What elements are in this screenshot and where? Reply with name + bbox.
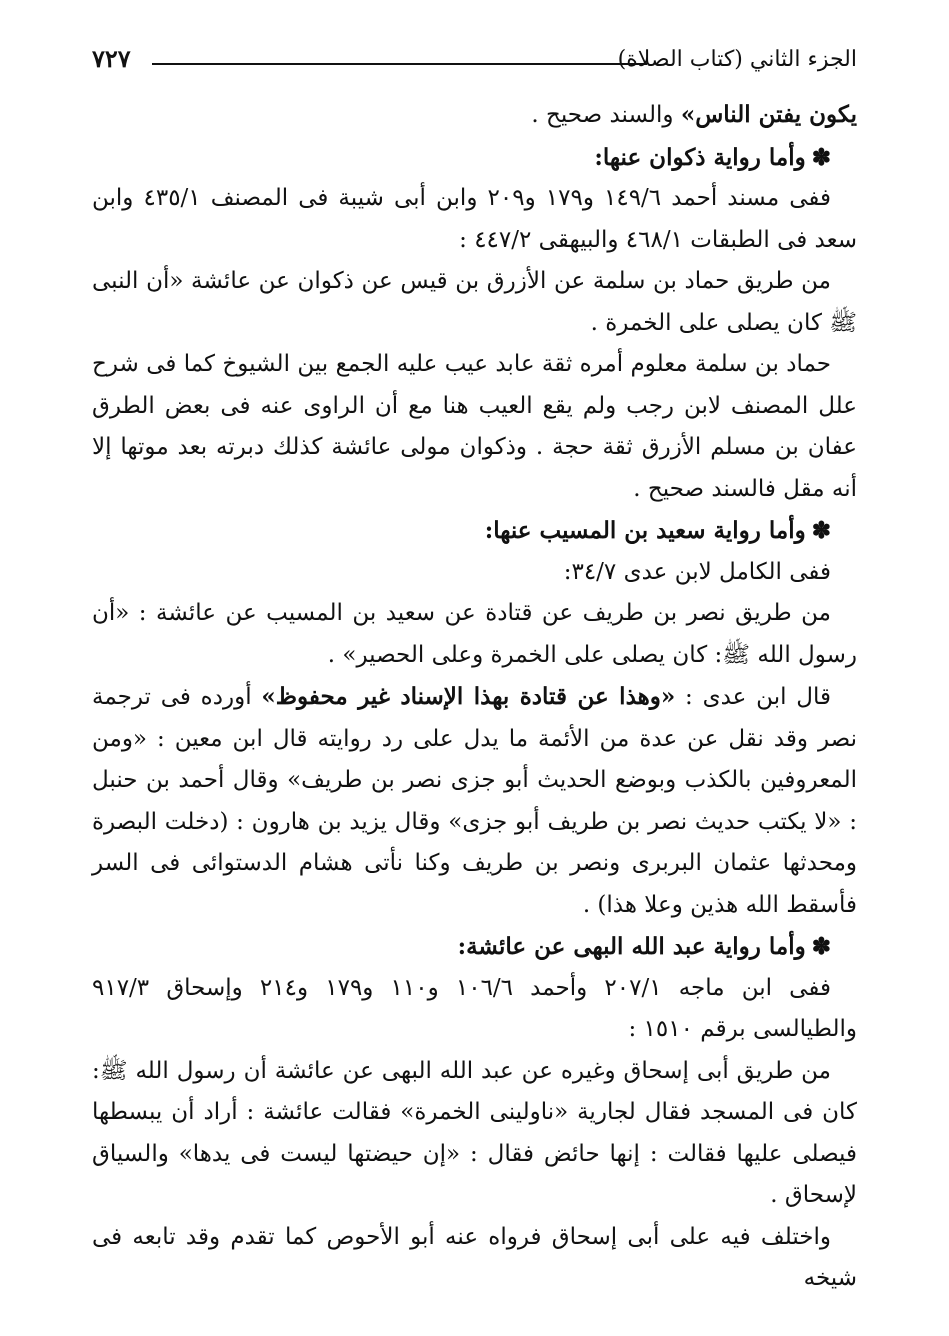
paragraph-text: والسند صحيح . — [531, 102, 681, 128]
paragraph-text: من طريق نصر بن طريف عن قتادة عن سعيد بن المسيب عن عائشة : «أن رسول الله ﷺ: كان يصلى على الخمرة وعلى الحصير» . — [92, 600, 857, 668]
heading-text: وأما رواية ذكوان عنها: — [594, 143, 806, 171]
paragraph — [92, 178, 857, 261]
paragraph-text: من طريق أبى إسحاق وغيره عن عبد الله البهى عن عائشة أن رسول الله ﷺ: كان فى المسجد فقال لجارية «ناولينى الخمرة» فقالت عائشة : أراد أن يبسطها فيصلى عليها فقالت : إنها حائض فقال : «إن حيضتها ليست فى يدها» والسياق لإسحاق . — [92, 1057, 857, 1208]
heading-text: وأما رواية سعيد بن المسيب عنها: — [484, 517, 806, 544]
paragraph — [92, 968, 857, 1051]
heading-text: وأما رواية عبد الله البهى عن عائشة: — [457, 933, 806, 960]
page-header — [92, 40, 857, 80]
bold-quote: يكون يفتن الناس» — [680, 101, 857, 128]
paragraph — [92, 94, 857, 137]
asterisk-icon: ✽ — [811, 143, 831, 171]
asterisk-icon: ✽ — [811, 933, 831, 960]
asterisk-icon: ✽ — [811, 517, 831, 544]
running-title: الجزء الثاني (كتاب الصلاة) — [617, 47, 857, 72]
paragraph-text: أورده فى ترجمة نصر وقد نقل عن عدة من الأئمة ما يدل على رد روايته قال ابن معين : «ومن المعروفين بالكذب وبوضع الحديث أبو جزى نصر بن طريف» وقال أحمد بن حنبل : «لا يكتب حديث نصر بن طريف أبو جزى» وقال يزيد بن هارون : (دخلت البصرة ومحدثها عثمان البربرى ونصر بن طريف وكنا نأتى هشام الدستوائى فى السر فأسقط الله هذين وعلا هذا) . — [92, 684, 857, 918]
section-heading — [92, 137, 857, 179]
paragraph-text: واختلف فيه على أبى إسحاق فرواه عنه أبو الأحوص كما تقدم وقد تابعه فى شيخه — [92, 1223, 857, 1291]
section-heading — [92, 926, 857, 968]
paragraph — [92, 1051, 857, 1217]
paragraph-text: من طريق حماد بن سلمة عن الأزرق بن قيس عن ذكوان عن عائشة «أن النبى ﷺ كان يصلى على الخمرة . — [92, 268, 857, 336]
paragraph — [92, 344, 857, 510]
paragraph-lead: قال ابن عدى : — [675, 684, 831, 710]
paragraph-text: حماد بن سلمة معلوم أمره ثقة عابد عيب عليه الجمع بين الشيوخ كما فى شرح علل المصنف لابن رجب ولم يقع العيب هنا مع أن الراوى عنه فى بعض الطرق عفان بن مسلم الأزرق ثقة حجة . وذكوان مولى عائشة كذلك دبرته بعد موتها إلا أنه مقل فالسند صحيح . — [92, 351, 857, 502]
bold-quote: «وهذا عن قتادة بهذا الإسناد غير محفوظ» — [261, 683, 676, 710]
paragraph — [92, 593, 857, 676]
paragraph — [92, 676, 857, 926]
paragraph — [92, 552, 857, 594]
header-rule — [152, 63, 647, 65]
paragraph-text: ففى الكامل لابن عدى ٣٤/٧: — [563, 558, 831, 585]
paragraph — [92, 1217, 857, 1300]
section-heading — [92, 510, 857, 552]
page-number: ٧٢٧ — [92, 44, 131, 73]
paragraph — [92, 261, 857, 344]
page-body — [92, 94, 857, 1300]
paragraph-text: ففى مسند أحمد ١٤٩/٦ و١٧٩ و٢٠٩ وابن أبى شيبة فى المصنف ٤٣٥/١ وابن سعد فى الطبقات ٤٦٨/١ والبيهقى ٤٤٧/٢ : — [92, 185, 857, 253]
paragraph-text: ففى ابن ماجه ٢٠٧/١ وأحمد ١٠٦/٦ و١١٠ و١٧٩ و٢١٤ وإسحاق ٩١٧/٣ والطيالسى برقم ١٥١٠ : — [92, 974, 857, 1042]
